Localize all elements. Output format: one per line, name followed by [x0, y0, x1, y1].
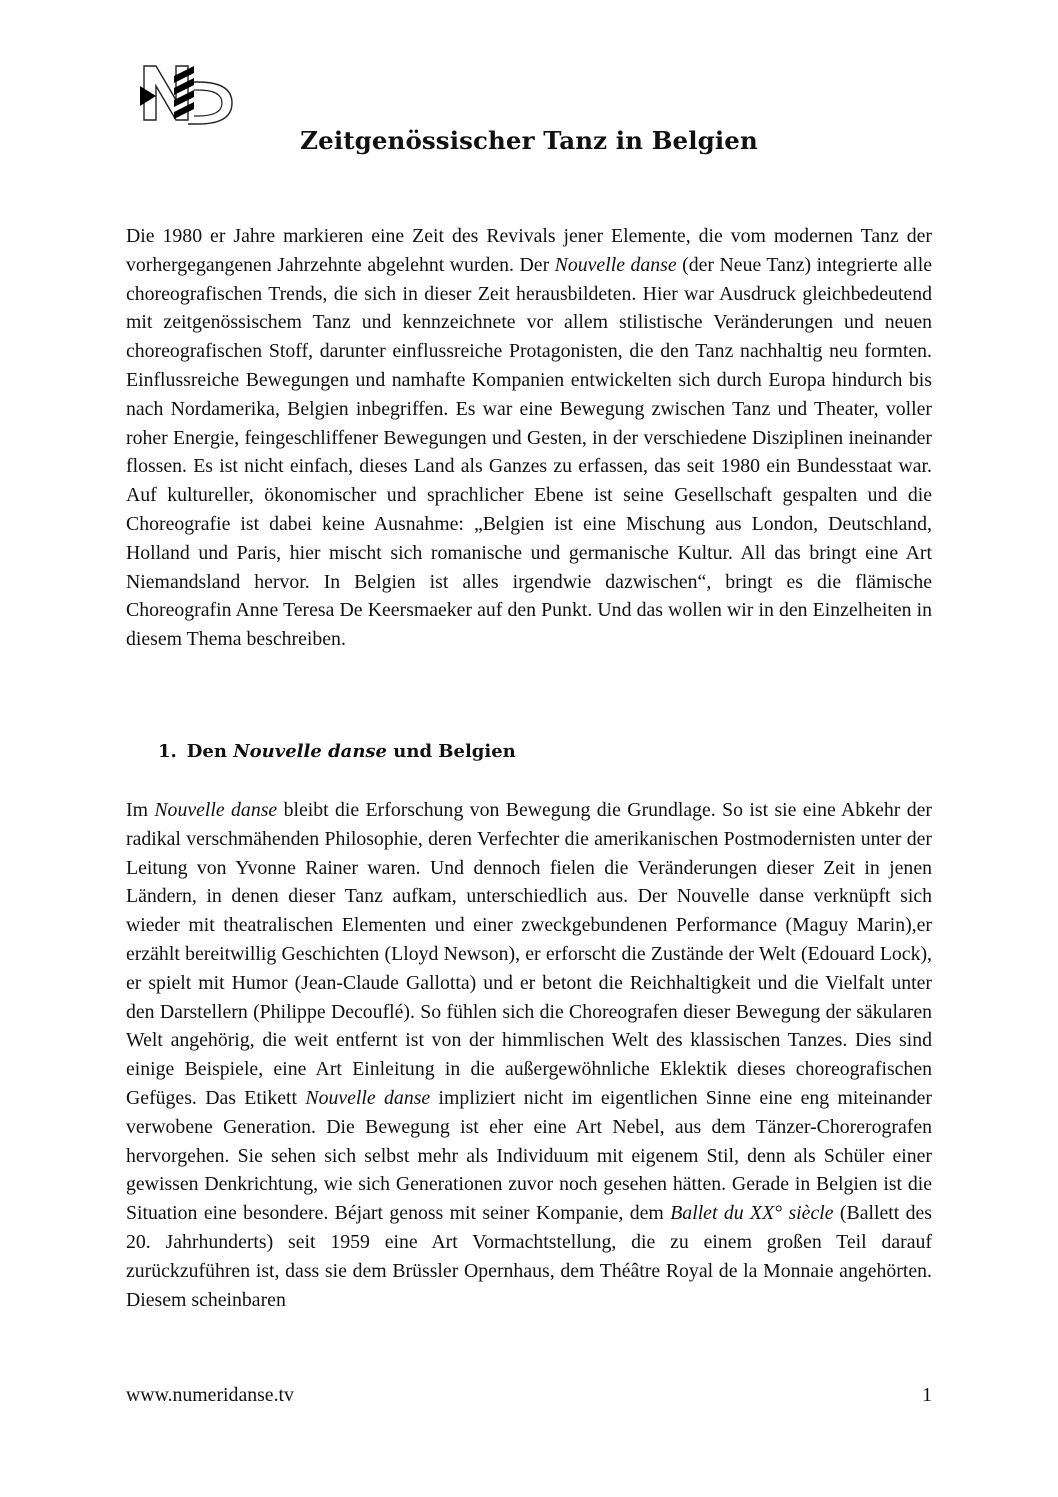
footer-url: www.numeridanse.tv [126, 1384, 294, 1406]
heading-text-pre: Den [186, 741, 234, 762]
intro-text-part2: (der Neue Tanz) integrierte alle choreografischen Trends, die sich in dieser Zeit herausbildeten. Hier war Ausdruck gleichbedeutend mit zeitgenössischem Tanz und kennzeichnete vor allem stilistische Veränderungen und neuen choreografischen Stoff, darunter einflussreiche Protagonisten, die den Tanz nachhaltig neu formten. Einflussreiche Bewegungen und namhafte Kompanien entwickelten sich durch Europa hindurch bis nach Nordamerika, Belgien inbegriffen. Es war eine Bewegung zwischen Tanz und Theater, voller roher Energie, feingeschliffener Bewegungen und Gesten, in der verschiedene Disziplinen ineinander flossen. Es ist nicht einfach, dieses Land als Ganzes zu erfassen, das seit 1980 ein Bundesstaat war. Auf kultureller, ökonomischer und sprachlicher Ebene ist seine Gesellschaft gespalten und die Choreografie ist dabei keine Ausnahme: „Belgien ist eine Mischung aus London, Deutschland, Holland und Paris, hier mischt sich romanische und germanische Kultur. All das bringt eine Art Niemandsland hervor. In Belgien ist alles irgendwie dazwischen“, bringt es die flämische Choreografin Anne Teresa De Keersmaeker auf den Punkt. Und das wollen wir in den Einzelheiten in diesem Thema beschreiben. [126, 253, 932, 651]
section-paragraph [126, 796, 932, 1314]
section-text-2: bleibt die Erforschung von Bewegung die Grundlage. So ist sie eine Abkehr der radikal verschmähenden Philosophie, deren Verfechter die amerikanischen Postmodernisten unter der Leitung von Yvonne Rainer waren. Und dennoch fielen die Veränderungen dieser Zeit in jenen Ländern, in denen dieser Tanz aufkam, unterschiedlich aus. Der Nouvelle danse verknüpft sich wieder mit theatralischen Elementen und einer zweckgebundenen Performance (Maguy Marin),er erzählt bereitwillig Geschichten (Lloyd Newson), er erforscht die Zustände der Welt (Edouard Lock), er spielt mit Humor (Jean-Claude Gallotta) und er betont die Reichhaltigkeit und die Vielfalt unter den Darstellern (Philippe Decouflé). So fühlen sich die Choreografen dieser Bewegung der säkularen Welt angehörig, die weit entfernt ist von der himmlischen Welt des klassischen Tanzes. Dies sind einige Beispiele, eine Art Einleitung in die außergewöhnliche Eklektik dieses choreografischen Gefüges. Das Etikett [126, 799, 932, 1109]
section-number: 1. [158, 741, 177, 762]
intro-text-part1: Die 1980 er Jahre markieren eine Zeit des Revivals jener Elemente, die vom modernen Tanz der vorhergegangenen Jahrzehnte abgelehnt wurden. Der [126, 225, 932, 276]
page-number: 1 [922, 1384, 932, 1406]
section-emphasis-2: Nouvelle danse [305, 1086, 431, 1109]
section-text-3: impliziert nicht im eigentlichen Sinne eine eng miteinander verwobene Generation. Die Bewegung ist eher eine Art Nebel, aus dem Tänzer-Chorerografen hervorgehen. Sie sehen sich selbst mehr als Individuum mit eigenem Stil, denn als Schüler einer gewissen Denkrichtung, wie sich Generationen zuvor noch gesehen hätten. Gerade in Belgien ist die Situation eine besondere. Béjart genoss mit seiner Kompanie, dem [126, 1086, 932, 1225]
heading-text-post: und Belgien [387, 741, 516, 762]
intro-emphasis: Nouvelle danse [554, 253, 677, 276]
nd-logo-icon [136, 62, 236, 128]
section-emphasis-1: Nouvelle danse [154, 799, 278, 821]
section-heading [158, 738, 516, 766]
section-text-1: Im [126, 799, 155, 821]
section-text-4: (Ballett des 20. Jahrhunderts) seit 1959 eine Art Vormachtstellung, die zu einem großen Teil darauf zurückzuführen ist, dass sie dem Brüssler Opernhaus, dem Théâtre Royal de la Monnaie angehörten. Diesem scheinbaren [126, 1202, 933, 1311]
section-emphasis-3: Ballet du XX° siècle [670, 1202, 834, 1225]
heading-emphasis: Nouvelle danse [233, 741, 387, 762]
intro-paragraph [126, 222, 932, 654]
document-title: Zeitgenössischer Tanz in Belgien [300, 126, 758, 155]
